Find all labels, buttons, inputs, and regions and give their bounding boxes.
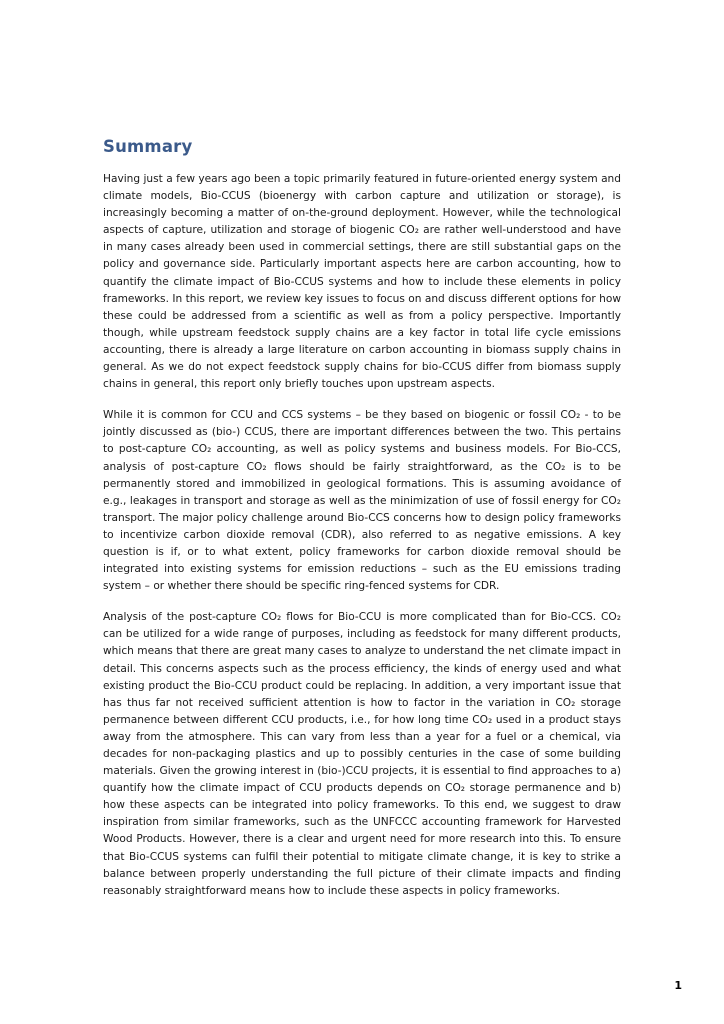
paragraph-3: Analysis of the post-capture CO₂ flows for Bio-CCU is more complicated than for Bio-CCS. CO₂ can be utilized for a wide range of purposes, including as feedstock for many different products, which means that there are great many cases to analyze to understand the net climate impact in detail. This concerns aspects such as the process efficiency, the kinds of energy used and what existing product the Bio-CCU product could be replacing. In addition, a very important issue that has thus far not received sufficient attention is how to factor in the variation in CO₂ storage permanence between different CCU products, i.e., for how long time CO₂ used in a product stays away from the atmosphere. This can vary from less than a year for a fuel or a chemical, via decades for non-packaging plastics and up to possibly centuries in the case of some building materials. Given the growing interest in (bio-)CCU projects, it is essential to find approaches to a) quantify how the climate impact of CCU products depends on CO₂ storage permanence and b) how these aspects can be integrated into policy frameworks. To this end, we suggest to draw inspiration from similar frameworks, such as the UNFCCC accounting framework for Harvested Wood Products. However, there is a clear and urgent need for more research into this. To ensure that Bio-CCUS systems can fulfil their potential to mitigate climate change, it is key to strike a balance between properly understanding the full picture of their climate impacts and finding reasonably straightforward means how to include these aspects in policy frameworks.: [103, 611, 621, 897]
paragraph-2: While it is common for CCU and CCS systems – be they based on biogenic or fossil CO₂ - to be jointly discussed as (bio-) CCUS, there are important differences between the two. This pertains to post-capture CO₂ accounting, as well as policy systems and business models. For Bio-CCS, analysis of post-capture CO₂ flows should be fairly straightforward, as the CO₂ is to be permanently stored and immobilized in geological formations. This is assuming avoidance of e.g., leakages in transport and storage as well as the minimization of use of fossil energy for CO₂ transport. The major policy challenge around Bio-CCS concerns how to design policy frameworks to incentivize carbon dioxide removal (CDR), also referred to as negative emissions. A key question is if, or to what extent, policy frameworks for carbon dioxide removal should be integrated into existing systems for emission reductions – such as the EU emissions trading system – or whether there should be specific ring-fenced systems for CDR.: [103, 409, 621, 593]
section-title: Summary: [103, 137, 193, 156]
page-number: 1: [674, 979, 682, 992]
summary-body: [103, 171, 621, 914]
paragraph-1: Having just a few years ago been a topic primarily featured in future-oriented energy system and climate models, Bio-CCUS (bioenergy with carbon capture and utilization or storage), is increasingly becoming a matter of on-the-ground deployment. However, while the technological aspects of capture, utilization and storage of biogenic CO₂ are rather well-understood and have in many cases already been used in commercial settings, there are still substantial gaps on the policy and governance side. Particularly important aspects here are carbon accounting, how to quantify the climate impact of Bio-CCUS systems and how to include these elements in policy frameworks. In this report, we review key issues to focus on and discuss different options for how these could be addressed from a scientific as well as from a policy perspective. Importantly though, while upstream feedstock supply chains are a key factor in total life cycle emissions accounting, there is already a large literature on carbon accounting in biomass supply chains in general. As we do not expect feedstock supply chains for bio-CCUS differ from biomass supply chains in general, this report only briefly touches upon upstream aspects.: [103, 173, 621, 391]
